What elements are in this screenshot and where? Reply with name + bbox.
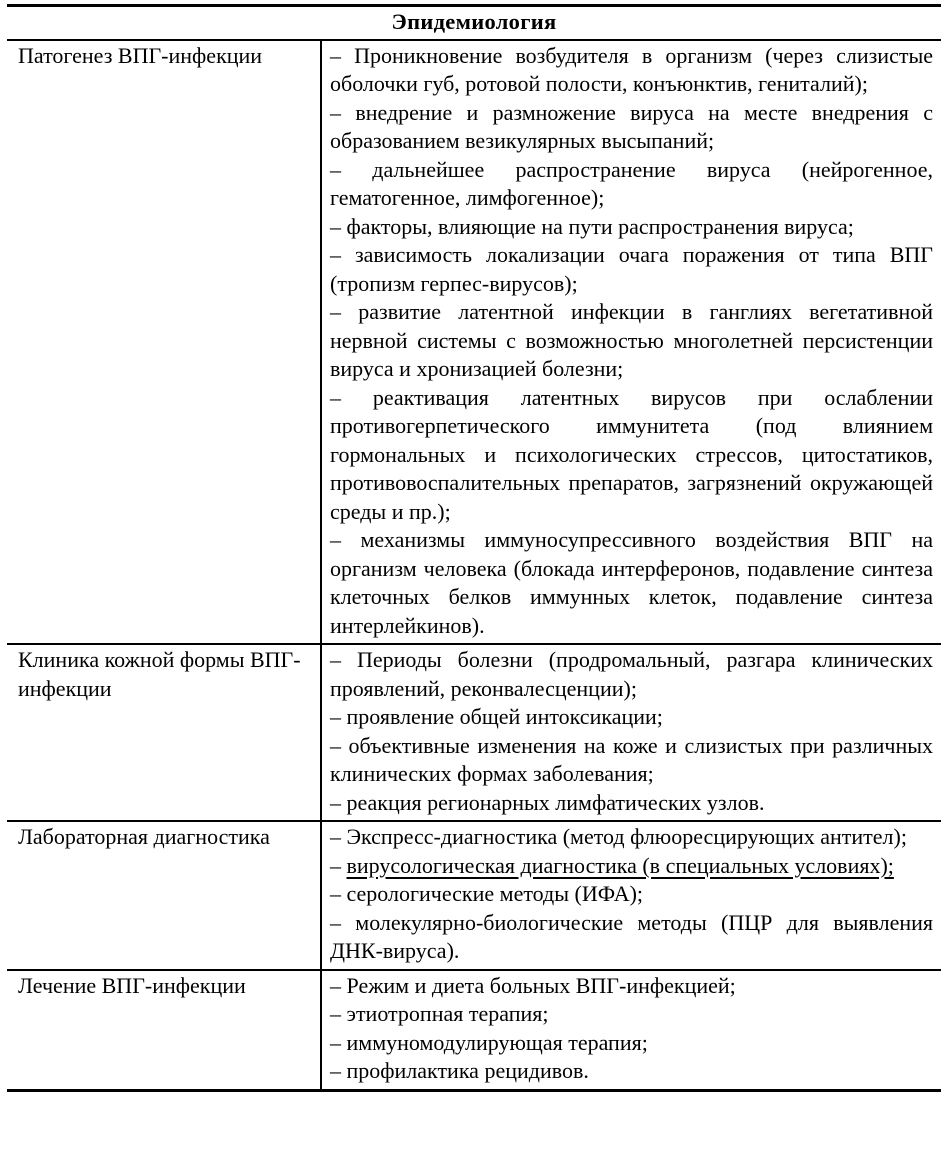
dash-marker: – [330,824,341,849]
dash-marker: – [330,242,341,267]
dash-marker: – [330,972,341,998]
list-item [330,526,933,640]
list-item [330,1057,933,1086]
item-text: дальнейшее распространение вируса (нейрогенное, гематогенное, лимфогенное); [330,156,933,210]
item-text: этиотропная терапия; [346,1001,549,1026]
list-item [330,99,933,156]
dash-marker: – [330,881,341,906]
dash-marker: – [330,1029,341,1055]
table-row-pathogenesis [7,40,941,645]
dash-marker: – [330,909,341,935]
list-item [330,213,933,242]
list-item [330,823,933,852]
list-item [330,384,933,527]
dash-marker: – [330,789,341,815]
list-item [330,1000,933,1029]
row-content [321,40,941,645]
epidemiology-table [7,4,941,1092]
item-text: развитие латентной инфекции в ганглиях вегетативной нервной системы с возможностью многолетней персистенции вируса и хронизацией болезни; [330,299,934,381]
dash-marker: – [330,852,341,878]
dash-marker: – [330,1058,341,1083]
dash-marker: – [330,156,341,182]
list-item [330,42,933,99]
item-text: Экспресс-диагностика (метод флюоресцирующих антител); [346,824,907,849]
list-item [330,241,933,298]
list-item [330,880,933,909]
list-item [330,972,933,1001]
row-label: Клиника кожной формы ВПГ-инфекции [7,644,321,821]
table-row-lab-diagnostics [7,821,941,970]
item-text: иммуномодулирующая терапия; [346,1029,648,1055]
dash-marker: – [330,704,341,729]
item-text: серологические методы (ИФА); [346,881,644,906]
dash-marker: – [330,647,341,672]
table-title: Эпидемиология [7,6,941,40]
item-text: Режим и диета больных ВПГ-инфекцией; [346,972,736,998]
list-item [330,909,933,966]
list-item [330,646,933,703]
item-text: Проникновение возбудителя в организм (через слизистые оболочки губ, ротовой полости, конъюнктив, гениталий); [330,42,933,96]
row-label: Патогенез ВПГ-инфекции [7,40,321,645]
item-text: зависимость локализации очага поражения от типа ВПГ (тропизм герпес-вирусов); [330,242,934,296]
item-text: профилактика рецидивов. [346,1058,589,1083]
dash-marker: – [330,1001,341,1026]
dash-marker: – [330,99,341,125]
list-item [330,1029,933,1058]
table-row-clinical-form [7,644,941,821]
item-text: реакция регионарных лимфатических узлов. [346,789,765,815]
row-content [321,644,941,821]
item-text: внедрение и размножение вируса на месте внедрения с образованием везикулярных высыпаний; [330,99,933,153]
table-row-treatment [7,970,941,1091]
list-item [330,852,933,881]
row-content [321,821,941,970]
dash-marker: – [330,42,341,68]
list-item [330,732,933,789]
item-text: механизмы иммуносупрессивного воздействия ВПГ на организм человека (блокада интерферонов, подавление синтеза клеточных белков иммунных клеток, подавление синтеза интерлейкинов). [330,527,933,638]
item-text: объективные изменения на коже и слизистых при различных клинических формах заболевания; [330,732,933,786]
item-text-underlined: вирусологическая диагностика (в специальных условиях); [346,852,894,878]
dash-marker: – [330,213,341,239]
dash-marker: – [330,384,341,410]
row-content [321,970,941,1091]
dash-marker: – [330,527,341,552]
list-item [330,298,933,384]
list-item [330,703,933,732]
list-item [330,789,933,818]
row-label: Лабораторная диагностика [7,821,321,970]
item-text: реактивация латентных вирусов при ослаблении противогерпетического иммунитета (под влиянием гормональных и психологических стрессов, цитостатиков, противовоспалительных препаратов, загрязнений окружающей среды и пр.); [330,384,933,524]
item-text: проявление общей интоксикации; [346,704,663,729]
table-header-row [7,6,941,40]
row-label: Лечение ВПГ-инфекции [7,970,321,1091]
item-text: молекулярно-биологические методы (ПЦР для выявления ДНК-вируса). [330,909,934,963]
dash-marker: – [330,732,341,758]
list-item [330,156,933,213]
item-text: Периоды болезни (продромальный, разгара клинических проявлений, реконвалесценции); [330,647,934,701]
dash-marker: – [330,299,341,324]
item-text: факторы, влияющие на пути распространения вируса; [346,213,854,239]
